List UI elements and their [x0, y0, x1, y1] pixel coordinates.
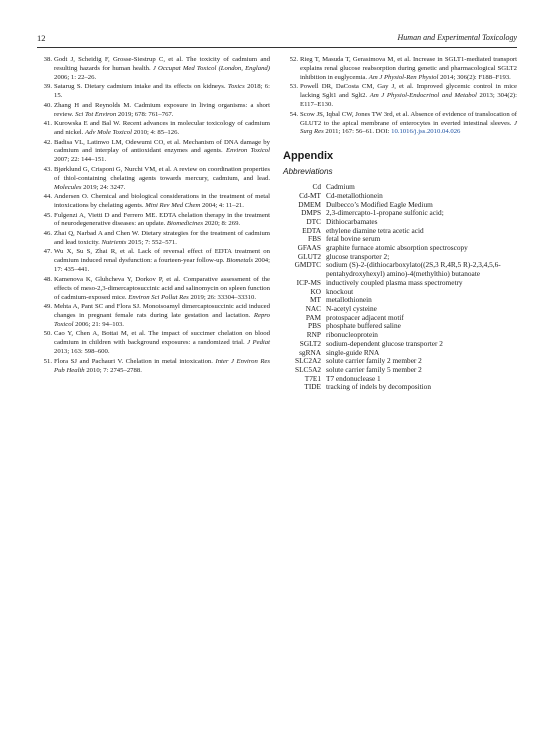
- reference-journal: Toxics: [227, 83, 245, 91]
- reference-text: [54, 139, 270, 166]
- abbreviation-definition: phosphate buffered saline: [326, 321, 401, 331]
- abbreviation-term: DMPS: [301, 208, 321, 218]
- reference-journal: J Surg Res: [300, 119, 517, 136]
- reference-journal: Biomedicines: [166, 220, 203, 228]
- reference-authors-title: Kurowska E and Bal W. Recent advances in molecular toxicology of cadmium and nickel.: [54, 120, 270, 137]
- reference-citation-details: 2006; 21: 94–103.: [73, 320, 124, 328]
- reference-number: 46.: [43, 229, 52, 237]
- abbreviation-definition: sodium-dependent glucose transporter 2: [326, 338, 443, 348]
- reference-citation-details: 2019; 24: 3247.: [81, 183, 126, 191]
- abbreviation-definition: Dulbecco’s Modified Eagle Medium: [326, 199, 433, 209]
- reference-journal: Am J Physiol-Endocrinol and Metabol: [369, 92, 477, 100]
- abbreviation-term: SLC5A2: [295, 364, 321, 374]
- reference-number: 54.: [289, 110, 298, 118]
- abbreviation-definition: Cadmium: [326, 182, 355, 192]
- reference-authors-title: Flora SJ and Pachauri V. Chelation in metal intoxication.: [54, 357, 216, 365]
- reference-journal: Adv Mole Toxicol: [85, 129, 132, 137]
- reference-text: [300, 111, 517, 138]
- reference-number: 39.: [43, 83, 52, 91]
- reference-number: 50.: [43, 330, 52, 338]
- doi-link[interactable]: 10.1016/j.jss.2010.04.026: [391, 128, 461, 136]
- abbreviation-term: NAC: [305, 304, 321, 313]
- abbreviation-definition: ribonucleoprotein: [326, 330, 378, 340]
- reference-number: 38.: [43, 56, 52, 63]
- abbreviation-definition: 2,3-dimercapto-1-propane sulfonic acid;: [326, 208, 444, 218]
- reference-authors-title: Bjørklund G, Crisponi G, Nurchi VM, et al. A review on coordination properties of thiol-containing chelating agents towards mercury, cadmium, and lead.: [54, 165, 270, 182]
- reference-journal: Repro Toxicol: [54, 311, 270, 328]
- reference-citation-details: 2019; 26: 33304–33310.: [188, 293, 257, 301]
- reference-item: [37, 358, 270, 376]
- reference-citation-details: 2010; 7: 2745–2788.: [84, 366, 142, 374]
- reference-journal: Nutrients: [101, 238, 127, 246]
- abbreviation-definition: metallothionein: [326, 295, 372, 305]
- reference-item: [37, 83, 270, 101]
- reference-citation-details: 2004; 17: 435–441.: [54, 257, 270, 274]
- abbreviation-term: Cd: [312, 182, 321, 192]
- abbreviation-term: sgRNA: [299, 347, 321, 357]
- abbreviations-heading: Abbreviations: [283, 167, 333, 177]
- reference-citation-details: 2013; 304(2): E117–E130.: [300, 92, 518, 109]
- abbreviation-definition: sodium (S)-2-(dithiocarboxylato((2S,3 R,4R,5 R)-2,3,4,5,6-pentahydroxyhexyl) amino)-4(methylthio) butanoate: [326, 260, 501, 279]
- reference-item: [37, 120, 270, 138]
- abbreviation-term: SGLT2: [299, 338, 321, 348]
- reference-number: 40.: [43, 101, 52, 109]
- reference-item: [37, 212, 270, 230]
- abbreviation-row: [283, 383, 508, 392]
- reference-authors-title: Fulgenzi A, Vietti D and Ferrero ME. EDTA chelation therapy in the treatment of neurodegenerative diseases: an update.: [54, 211, 270, 228]
- reference-list-right: [283, 56, 517, 137]
- reference-authors-title: Zhai Q, Narbad A and Chen W. Dietary strategies for the treatment of cadmium and lead toxicity.: [54, 229, 270, 246]
- reference-number: 42.: [43, 138, 52, 146]
- abbreviation-term: TIDE: [304, 382, 321, 392]
- reference-number: 45.: [43, 211, 52, 219]
- reference-text: [54, 248, 270, 275]
- reference-citation-details: 2013; 163: 598–600.: [54, 348, 110, 356]
- abbreviation-term: KO: [310, 286, 321, 296]
- reference-authors-title: Satarug S. Dietary cadmium intake and its effects on kidneys.: [54, 83, 228, 91]
- reference-authors-title: Scow JS, Iqbal CW, Jones TW 3rd, et al. Absence of evidence of translocation of GLUT2 to the apical membrane of enterocytes in everted intestinal sleeves.: [300, 110, 517, 127]
- reference-item: [37, 230, 270, 248]
- reference-journal: Environ Sci Pollut Res: [128, 293, 189, 301]
- reference-journal: Am J Physiol-Ren Physiol: [368, 73, 439, 81]
- reference-journal: Inter J Environ Res Pub Health: [54, 357, 271, 374]
- abbreviation-definition: inductively coupled plasma mass spectrometry: [326, 277, 463, 287]
- page-number: 12: [37, 33, 46, 43]
- reference-text: [54, 276, 270, 303]
- reference-item: [37, 166, 270, 193]
- reference-journal: Molecules: [54, 183, 82, 191]
- abbreviation-term: RNP: [306, 330, 321, 340]
- reference-journal: J Pediat: [247, 339, 270, 347]
- reference-citation-details: 2011; 167: 56–61. DOI:: [323, 128, 392, 136]
- reference-authors-title: Mehta A, Pant SC and Flora SJ. Monoisoamyl dimercaptosuccinic acid induced changes in pregnant female rats during late gestation and lactation.: [54, 303, 270, 319]
- abbreviation-term: PAM: [305, 312, 321, 322]
- reference-text: [54, 230, 270, 248]
- abbreviations-table: [283, 183, 508, 392]
- reference-number: 47.: [43, 248, 52, 256]
- abbreviation-definition: N-acetyl cysteine: [326, 304, 377, 313]
- reference-journal: Mini Rev Med Chem: [145, 202, 201, 210]
- reference-text: [54, 212, 270, 230]
- reference-citation-details: 2015; 7: 552–571.: [126, 238, 177, 246]
- reference-authors-title: Kamenova K, Gluhcheva Y, Dorkov P, et al. Comparative assessment of the effects of meso-2,3-dimercaptosuccinic acid and salinomycin on spleen function of cadmium-exposed mice.: [54, 275, 270, 301]
- reference-citation-details: 2014; 306(2): F188–F193.: [438, 73, 511, 81]
- reference-number: 44.: [43, 193, 52, 201]
- reference-citation-details: 2018; 6: 15.: [54, 83, 270, 100]
- reference-authors-title: Andersen O. Chemical and biological considerations in the treatment of metal intoxications by chelating agents.: [54, 193, 270, 210]
- reference-text: [54, 83, 270, 101]
- abbreviation-term: T7E1: [304, 373, 321, 383]
- abbreviation-term: MT: [310, 295, 321, 305]
- reference-number: 49.: [43, 303, 52, 310]
- reference-authors-title: Wu X, Su S, Zhai R, et al. Lack of reversal effect of EDTA treatment on cadmium induced renal dysfunction: a fourteen-year follow-up.: [54, 248, 270, 265]
- reference-journal: J Occupat Med Toxicol (London, England): [152, 64, 270, 72]
- abbreviation-definition: T7 endonuclease 1: [326, 373, 381, 383]
- reference-authors-title: Badisa VL, Latinwo LM, Odewumi CO, et al. Mechanism of DNA damage by cadmium and interplay of antioxidant enzymes and agents.: [54, 138, 270, 155]
- reference-text: [54, 120, 270, 138]
- reference-number: 51.: [43, 357, 52, 365]
- reference-authors-title: Godt J, Scheidig F, Grosse-Siestrup C, et al. The toxicity of cadmium and resulting hazards for human health.: [54, 56, 270, 72]
- abbreviation-definition: fetal bovine serum: [326, 234, 381, 244]
- reference-citation-details: 2010; 4: 85–126.: [131, 129, 180, 137]
- abbreviation-definition: solute carrier family 5 member 2: [326, 364, 422, 374]
- reference-number: 41.: [43, 120, 52, 128]
- reference-journal: Biometals: [226, 257, 253, 265]
- reference-item: [37, 303, 270, 330]
- reference-number: 53.: [289, 83, 298, 91]
- reference-item: [37, 193, 270, 211]
- page-header: [37, 33, 517, 48]
- reference-citation-details: 2007; 22: 144–151.: [54, 156, 107, 164]
- reference-citation-details: 2004; 4: 11–21.: [200, 202, 244, 210]
- abbreviation-term: DTC: [306, 216, 321, 226]
- reference-item: [37, 330, 270, 357]
- abbreviation-term: SLC2A2: [295, 356, 321, 366]
- abbreviation-row: [283, 261, 508, 278]
- abbreviation-definition: Cd-metallothionein: [326, 190, 383, 200]
- reference-authors-title: Cao Y, Chen A, Bottai M, et al. The impact of succimer chelation on blood cadmium in children with background exposures: a randomized trial.: [54, 330, 270, 347]
- reference-item: [37, 56, 270, 83]
- reference-citation-details: 2006; 1: 22–26.: [54, 73, 97, 81]
- reference-text: [54, 166, 270, 193]
- reference-item: [37, 276, 270, 303]
- abbreviation-definition: graphite furnace atomic absorption spectroscopy: [326, 243, 468, 253]
- reference-item: [283, 111, 517, 138]
- abbreviation-term: ICP-MS: [296, 277, 321, 287]
- abbreviation-definition: protospacer adjacent motif: [326, 312, 404, 322]
- abbreviation-term: DMEM: [298, 199, 321, 209]
- abbreviation-definition: glucose transporter 2;: [326, 251, 390, 261]
- reference-text: [300, 56, 517, 83]
- reference-item: [283, 83, 517, 110]
- abbreviation-term: GLUT2: [297, 251, 321, 261]
- abbreviation-term: FBS: [308, 234, 321, 244]
- abbreviation-definition: Dithiocarbamates: [326, 216, 378, 226]
- reference-item: [283, 56, 517, 83]
- reference-list-left: [37, 56, 270, 375]
- references-left-column: [37, 56, 270, 376]
- abbreviation-definition: solute carrier family 2 member 2: [326, 356, 422, 366]
- reference-authors-title: Rieg T, Masuda T, Gerasimova M, et al. Increase in SGLT1-mediated transport explains renal glucose reabsorption during genetic and pharmacological SGLT2 inhibition in euglycemia.: [300, 56, 517, 81]
- journal-title: Human and Experimental Toxicology: [397, 33, 517, 42]
- reference-citation-details: 2019; 678: 761–767.: [116, 110, 174, 118]
- right-column: [283, 56, 517, 392]
- reference-text: [54, 56, 270, 83]
- reference-journal: Sci Tot Environ: [75, 110, 117, 118]
- abbreviation-term: Cd-MT: [299, 190, 321, 200]
- reference-number: 43.: [43, 165, 52, 173]
- reference-text: [54, 102, 270, 120]
- abbreviation-definition: knockout: [326, 286, 354, 296]
- reference-number: 52.: [289, 56, 298, 63]
- reference-text: [54, 303, 270, 330]
- reference-item: [37, 102, 270, 120]
- abbreviation-term: PBS: [308, 321, 321, 331]
- reference-item: [37, 139, 270, 166]
- abbreviation-definition: tracking of indels by decomposition: [326, 382, 431, 392]
- reference-authors-title: Zhang H and Reynolds M. Cadmium exposure in living organisms: a short review.: [54, 101, 270, 118]
- reference-text: [300, 83, 517, 110]
- abbreviation-definition: ethylene diamine tetra acetic acid: [326, 225, 424, 235]
- abbreviation-term: EDTA: [302, 225, 321, 235]
- reference-journal: Environ Toxicol: [225, 147, 270, 155]
- reference-text: [54, 358, 270, 376]
- reference-citation-details: 2020; 8: 269.: [202, 220, 241, 228]
- reference-text: [54, 330, 270, 357]
- abbreviation-term: GMDTC: [294, 260, 321, 270]
- abbreviation-term: GFAAS: [297, 243, 321, 253]
- abbreviation-definition: single-guide RNA: [326, 347, 380, 357]
- appendix-heading: Appendix: [283, 150, 334, 163]
- reference-text: [54, 193, 270, 211]
- reference-item: [37, 248, 270, 275]
- reference-number: 48.: [43, 275, 52, 283]
- reference-authors-title: Powell DR, DaCosta CM, Gay J, et al. Improved glycemic control in mice lacking Sglt1 and Sglt2.: [300, 83, 517, 100]
